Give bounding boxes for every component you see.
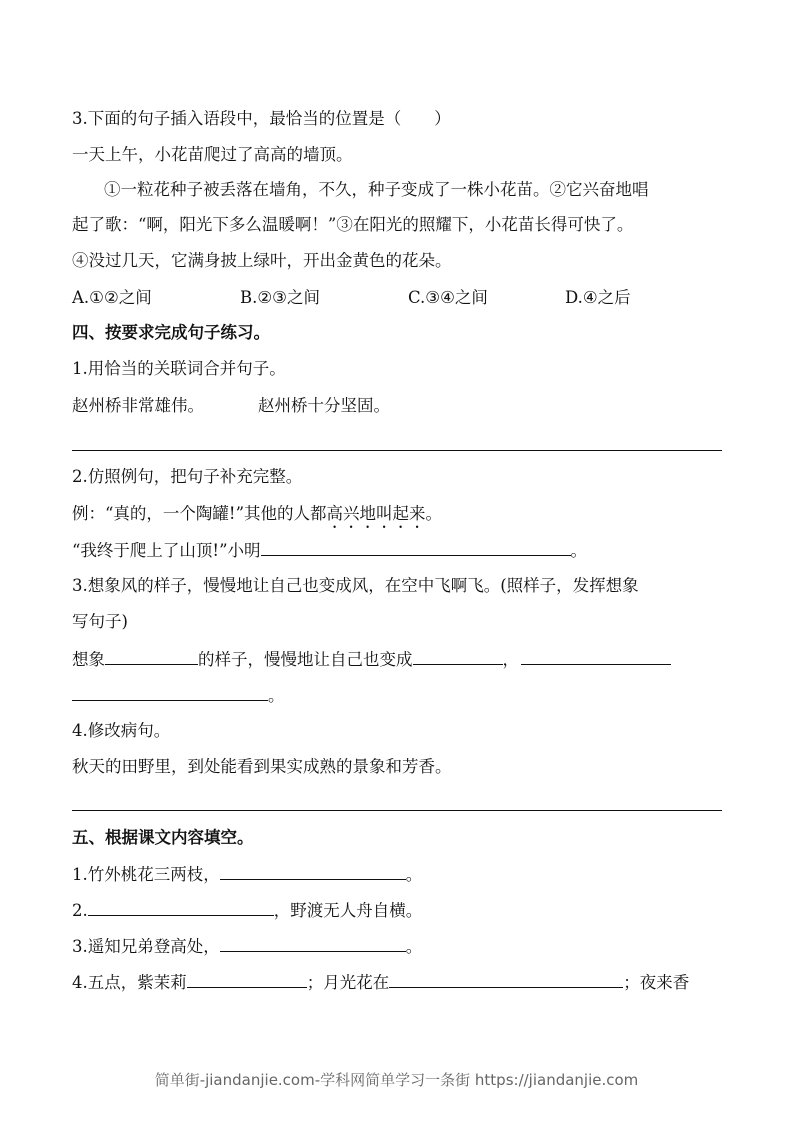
s4-q2-example xyxy=(72,503,442,532)
s4-q3-stem-line-2: 写句子) xyxy=(72,612,128,631)
s4-q4-sentence: 秋天的田野里，到处能看到果实成熟的景象和芳香。 xyxy=(72,757,452,776)
s5-line-4-text: 4.五点，紫茉莉 xyxy=(72,973,187,992)
page-footer: 简单街-jiandanjie.com-学科网简单学习一条街 https://jiandanjie.com xyxy=(154,1071,639,1089)
s5-line-3-end: 。 xyxy=(405,937,423,956)
s4-q2-line-end: 。 xyxy=(570,541,588,560)
s5-line-3 xyxy=(72,935,422,958)
s5-line-4-mid: ；月光花在 xyxy=(306,973,390,992)
s4-q2-line xyxy=(72,539,587,562)
s5-line-4-end: ；夜来香 xyxy=(623,973,690,992)
s4-q3-fill-b: 的样子，慢慢地让自己也变成 xyxy=(198,650,413,669)
s4-q3-fill-line xyxy=(72,648,671,671)
q3-option-d: D.④之后 xyxy=(565,288,631,307)
s5-line-1-blank[interactable] xyxy=(220,863,406,880)
s5-line-4-blank-1[interactable] xyxy=(187,971,307,988)
q3-paragraph-line-1: ①一粒花种子被丢落在墙角，不久，种子变成了一株小花苗。②它兴奋地唱 xyxy=(104,180,649,199)
s4-q3-blank-3[interactable] xyxy=(521,648,671,665)
s5-line-2 xyxy=(72,899,422,922)
s5-line-2-blank[interactable] xyxy=(88,899,274,916)
s4-q4-answer-line[interactable] xyxy=(72,810,722,811)
s5-line-1 xyxy=(72,863,422,886)
s4-q1-answer-line[interactable] xyxy=(72,450,722,451)
s4-q2-example-end: 。 xyxy=(425,504,443,523)
q3-paragraph-line-2: 起了歌：“啊，阳光下多么温暖啊！”③在阳光的照耀下，小花苗长得可快了。 xyxy=(72,215,634,234)
q3-option-a: A.①②之间 xyxy=(72,288,152,307)
s5-line-4-blank-2[interactable] xyxy=(389,971,623,988)
s4-q1-stem: 1.用恰当的关联词合并句子。 xyxy=(72,359,286,378)
s5-line-2-text: ，野渡无人舟自横。 xyxy=(273,901,423,920)
s4-q2-stem: 2.仿照例句，把句子补充完整。 xyxy=(72,467,303,486)
s4-q3-fill-a: 想象 xyxy=(72,650,105,669)
s4-q2-example-dotted: 高兴地叫起来 xyxy=(326,504,426,523)
s4-q3-blank-4[interactable] xyxy=(72,684,268,701)
s4-q3-blank-2[interactable] xyxy=(413,648,503,665)
s4-q4-stem: 4.修改病句。 xyxy=(72,721,171,740)
s4-q3-fill-c: ， xyxy=(502,650,519,669)
s4-q3-stem-line-1: 3.想象风的样子，慢慢地让自己也变成风，在空中飞啊飞。(照样子，发挥想象 xyxy=(72,576,639,595)
q3-option-c: C.③④之间 xyxy=(408,288,488,307)
s5-line-1-end: 。 xyxy=(405,865,423,884)
s4-q1-sentence-1: 赵州桥非常雄伟。 xyxy=(72,396,204,415)
s5-line-3-blank[interactable] xyxy=(220,935,406,952)
s5-line-4 xyxy=(72,971,689,994)
s4-q1-sentence-2: 赵州桥十分坚固。 xyxy=(258,396,390,415)
s4-q3-fill-line-2 xyxy=(72,684,285,707)
q3-insert-sentence: 一天上午，小花苗爬过了高高的墙顶。 xyxy=(72,145,353,164)
s5-line-2-num: 2. xyxy=(72,901,88,920)
s5-line-1-text: 1.竹外桃花三两枝， xyxy=(72,865,220,884)
s4-q2-example-text: 例：“真的，一个陶罐!”其他的人都 xyxy=(72,504,327,523)
q3-option-b: B.②③之间 xyxy=(240,288,320,307)
s5-line-3-text: 3.遥知兄弟登高处， xyxy=(72,937,220,956)
s4-q2-blank[interactable] xyxy=(261,539,571,556)
s4-q3-blank-1[interactable] xyxy=(105,648,198,665)
q3-stem: 3.下面的句子插入语段中，最恰当的位置是（ ） xyxy=(72,109,451,128)
s4-q3-fill-end: 。 xyxy=(268,686,285,705)
q3-paragraph-line-3: ④没过几天，它满身披上绿叶，开出金黄色的花朵。 xyxy=(72,251,452,270)
section5-title: 五、根据课文内容填空。 xyxy=(72,828,254,847)
s4-q2-line-text: “我终于爬上了山顶!”小明 xyxy=(72,541,261,560)
section4-title: 四、按要求完成句子练习。 xyxy=(72,323,270,342)
